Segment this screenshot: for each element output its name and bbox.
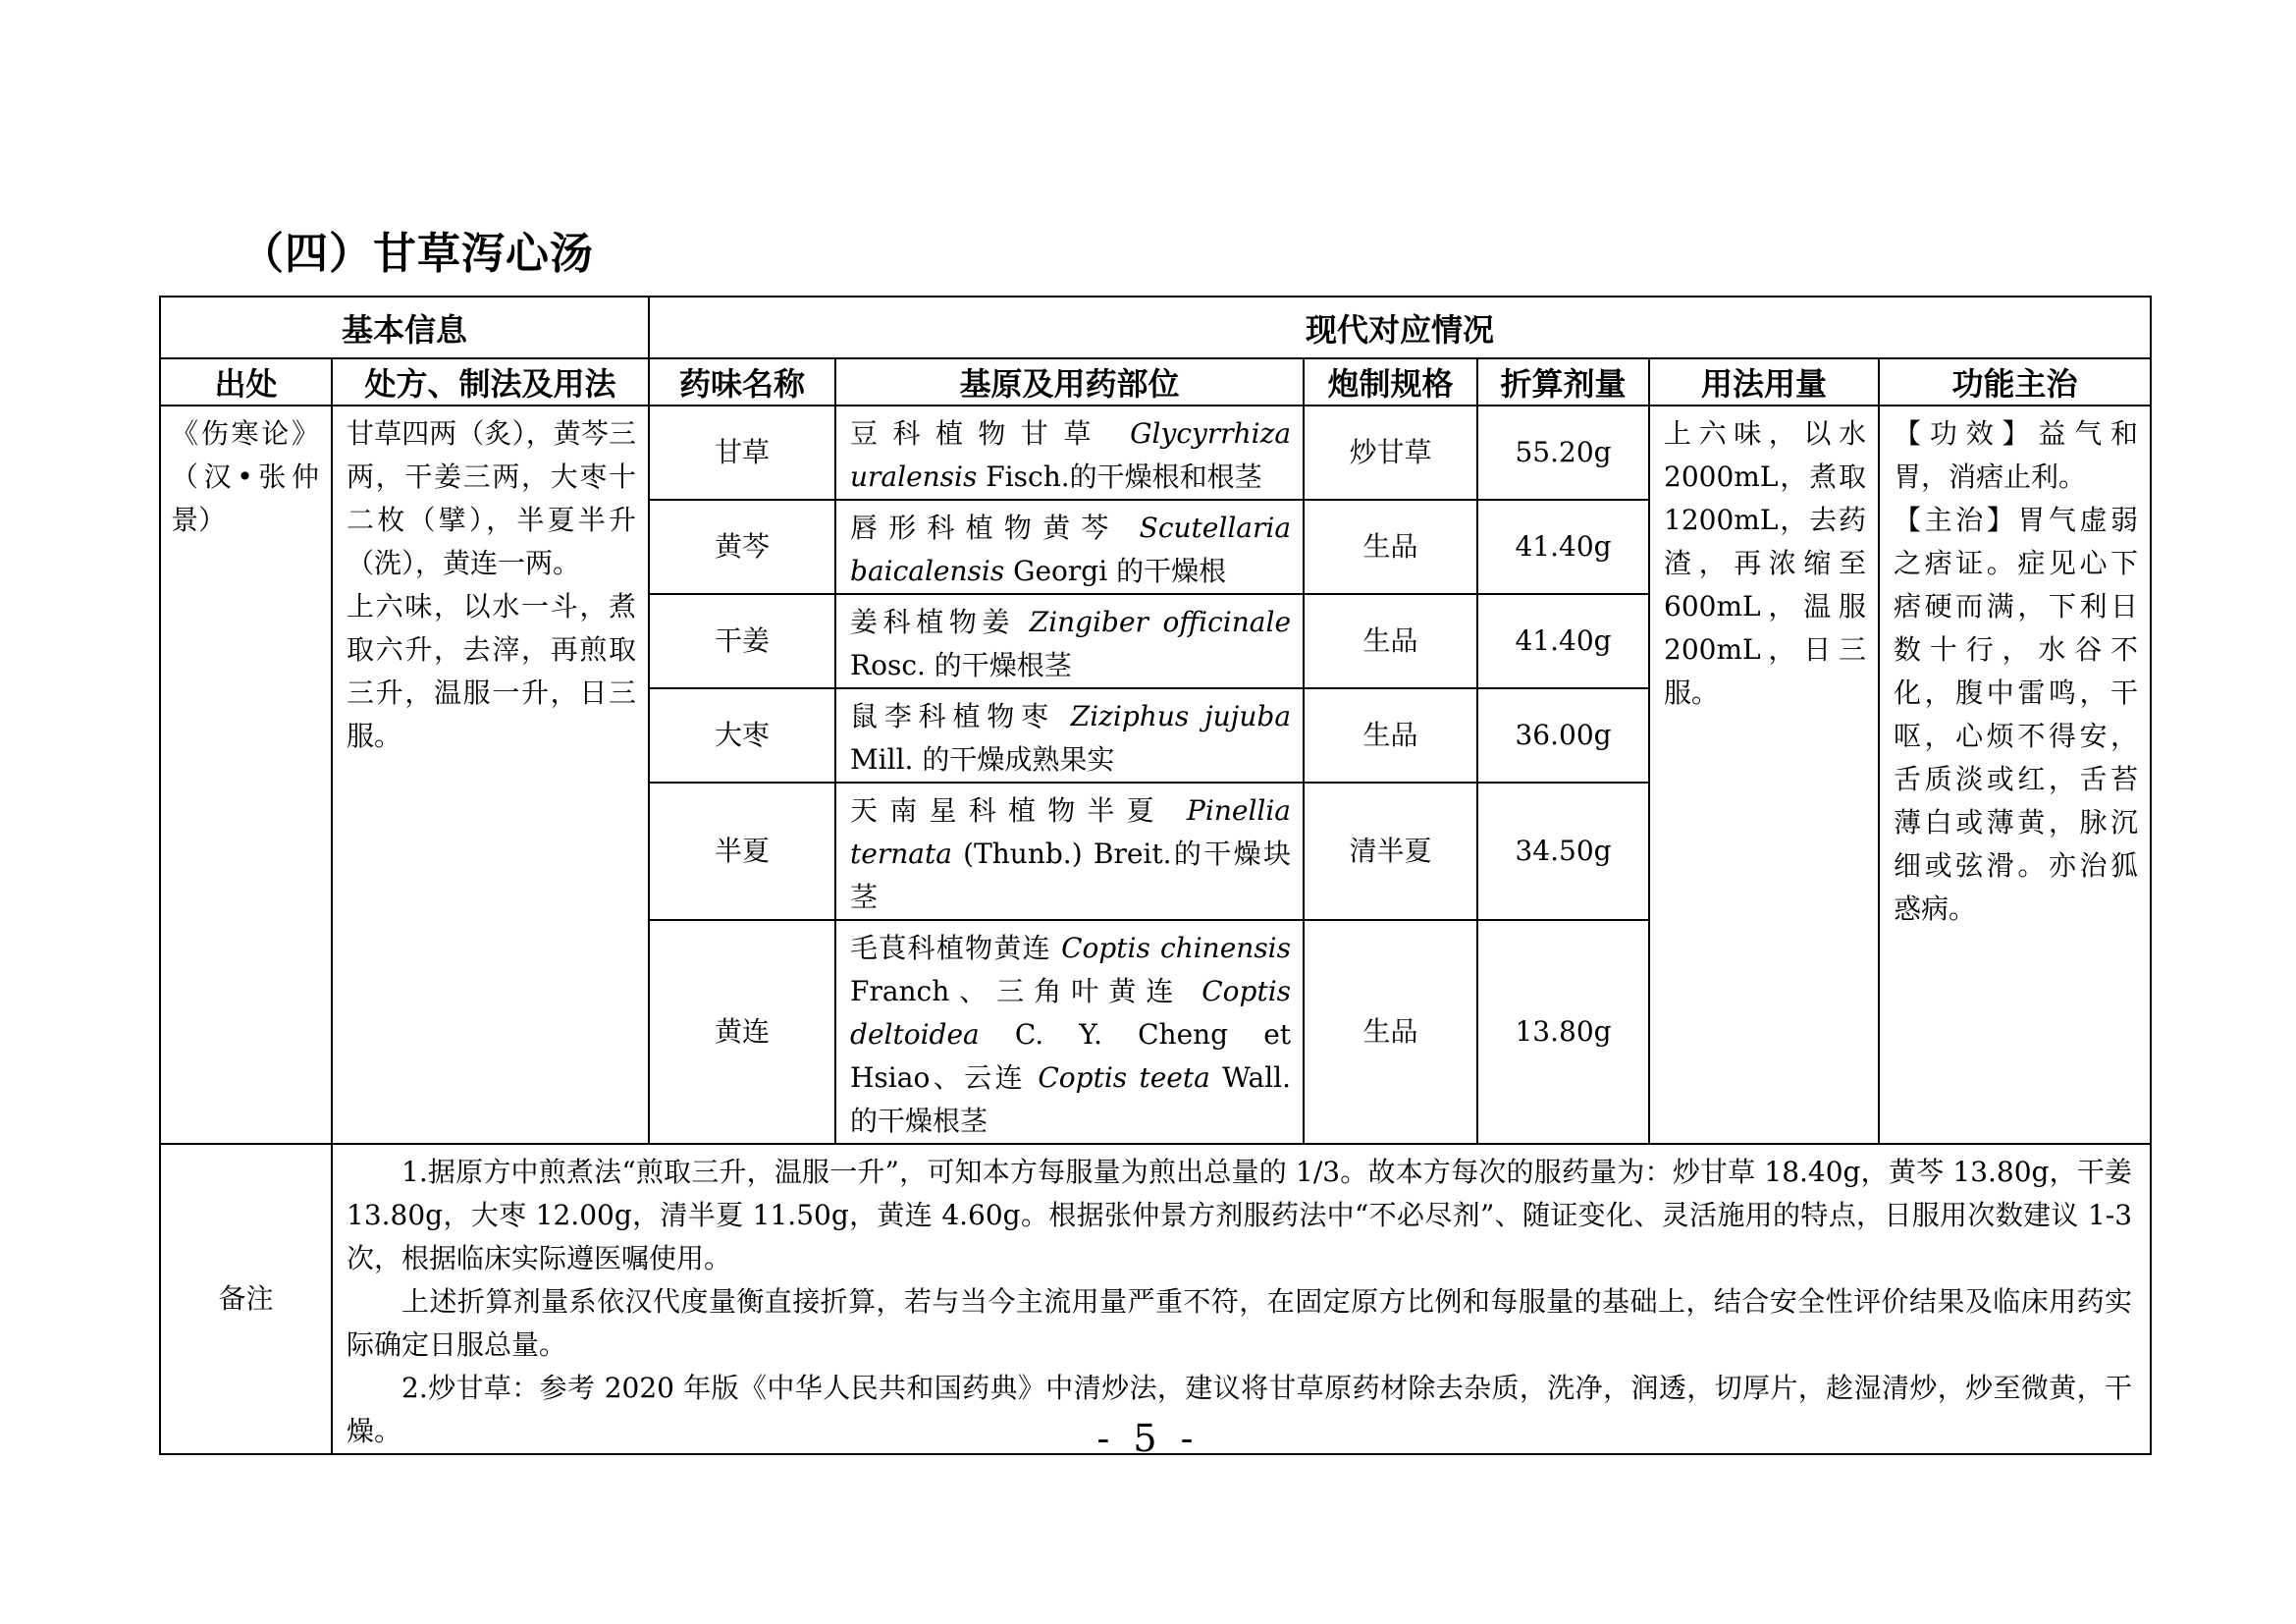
effect-text: 【功效】益气和胃，消痞止利。: [1894, 417, 2139, 493]
section-title: （四）甘草泻心汤: [240, 229, 594, 279]
herb-name: 大枣: [649, 688, 835, 783]
col-header-herb-name: 药味名称: [649, 358, 835, 406]
herb-processing: 生品: [1304, 920, 1477, 1144]
herb-name: 甘草: [649, 406, 835, 500]
herb-name: 干姜: [649, 594, 835, 688]
notes-label: 备注: [160, 1144, 332, 1454]
col-header-prescription: 处方、制法及用法: [332, 358, 649, 406]
col-header-function: 功能主治: [1879, 358, 2151, 406]
herb-dose: 36.00g: [1477, 688, 1649, 783]
herb-processing: 生品: [1304, 594, 1477, 688]
function-cell: [1879, 406, 2151, 1144]
herb-origin: 姜科植物姜 Zingiber officinale Rosc. 的干燥根茎: [835, 594, 1304, 688]
herb-dose: 34.50g: [1477, 783, 1649, 920]
prescription-text: 甘草四两（炙），黄芩三两，干姜三两，大枣十二枚（擘），半夏半升（洗），黄连一两。: [347, 417, 637, 579]
col-header-dose: 折算剂量: [1477, 358, 1649, 406]
herb-processing: 生品: [1304, 500, 1477, 594]
herb-name: 黄芩: [649, 500, 835, 594]
note-1: 1.据原方中煎煮法“煎取三升，温服一升”，可知本方每服量为煎出总量的 1/3。故本方每次的服药量为：炒甘草 18.40g，黄芩 13.80g，干姜 13.80g，大枣 12.00g，清半夏 11.50g，黄连 4.60g。根据张仲景方剂服药法中“不必尽剂”、随证变化、灵活施用的特点，日服用次数建议 1-3 次，根据临床实际遵医嘱使用。: [347, 1156, 2133, 1274]
herb-dose: 41.40g: [1477, 500, 1649, 594]
usage-cell: 上六味，以水2000mL，煮取1200mL，去药渣，再浓缩至600mL，温服200mL，日三服。: [1649, 406, 1879, 1144]
col-header-source: 出处: [160, 358, 332, 406]
herb-dose: 55.20g: [1477, 406, 1649, 500]
group-header-basic: 基本信息: [160, 297, 649, 358]
herb-processing: 炒甘草: [1304, 406, 1477, 500]
col-header-usage: 用法用量: [1649, 358, 1879, 406]
herb-origin: 豆科植物甘草 Glycyrrhiza uralensis Fisch.的干燥根和根茎: [835, 406, 1304, 500]
note-2: 上述折算剂量系依汉代度量衡直接折算，若与当今主流用量严重不符，在固定原方比例和每服量的基础上，结合安全性评价结果及临床用药实际确定日服总量。: [347, 1285, 2133, 1361]
decoction-text: 上六味，以水一斗，煮取六升，去滓，再煎取三升，温服一升，日三服。: [347, 590, 637, 752]
group-header-modern: 现代对应情况: [649, 297, 2151, 358]
prescription-cell: [332, 406, 649, 1144]
herb-origin: 毛茛科植物黄连 Coptis chinensis Franch、三角叶黄连 Coptis deltoidea C. Y. Cheng et Hsiao、云连 Coptis teeta Wall.的干燥根茎: [835, 920, 1304, 1144]
herb-dose: 41.40g: [1477, 594, 1649, 688]
herb-origin: 鼠李科植物枣 Ziziphus jujuba Mill. 的干燥成熟果实: [835, 688, 1304, 783]
indication-text: 【主治】胃气虚弱之痞证。症见心下痞硬而满，下利日数十行，水谷不化，腹中雷鸣，干呕，心烦不得安，舌质淡或红，舌苔薄白或薄黄，脉沉细或弦滑。亦治狐惑病。: [1894, 504, 2139, 925]
page-number: - 5 -: [1096, 1417, 1200, 1460]
herb-origin: 唇形科植物黄芩 Scutellaria baicalensis Georgi 的干燥根: [835, 500, 1304, 594]
note-3: 2.炒甘草：参考 2020 年版《中华人民共和国药典》中清炒法，建议将甘草原药材除去杂质，洗净，润透，切厚片，趁湿清炒，炒至微黄，干燥。: [347, 1372, 2133, 1447]
herb-origin: 天南星科植物半夏 Pinellia ternata (Thunb.) Breit.的干燥块茎: [835, 783, 1304, 920]
col-header-processing: 炮制规格: [1304, 358, 1477, 406]
herb-name: 半夏: [649, 783, 835, 920]
prescription-table: [159, 296, 2152, 1455]
source-cell: 《伤寒论》（汉•张仲景）: [160, 406, 332, 1144]
col-header-origin: 基原及用药部位: [835, 358, 1304, 406]
herb-dose: 13.80g: [1477, 920, 1649, 1144]
herb-name: 黄连: [649, 920, 835, 1144]
notes-cell: [332, 1144, 2151, 1454]
herb-processing: 清半夏: [1304, 783, 1477, 920]
herb-processing: 生品: [1304, 688, 1477, 783]
